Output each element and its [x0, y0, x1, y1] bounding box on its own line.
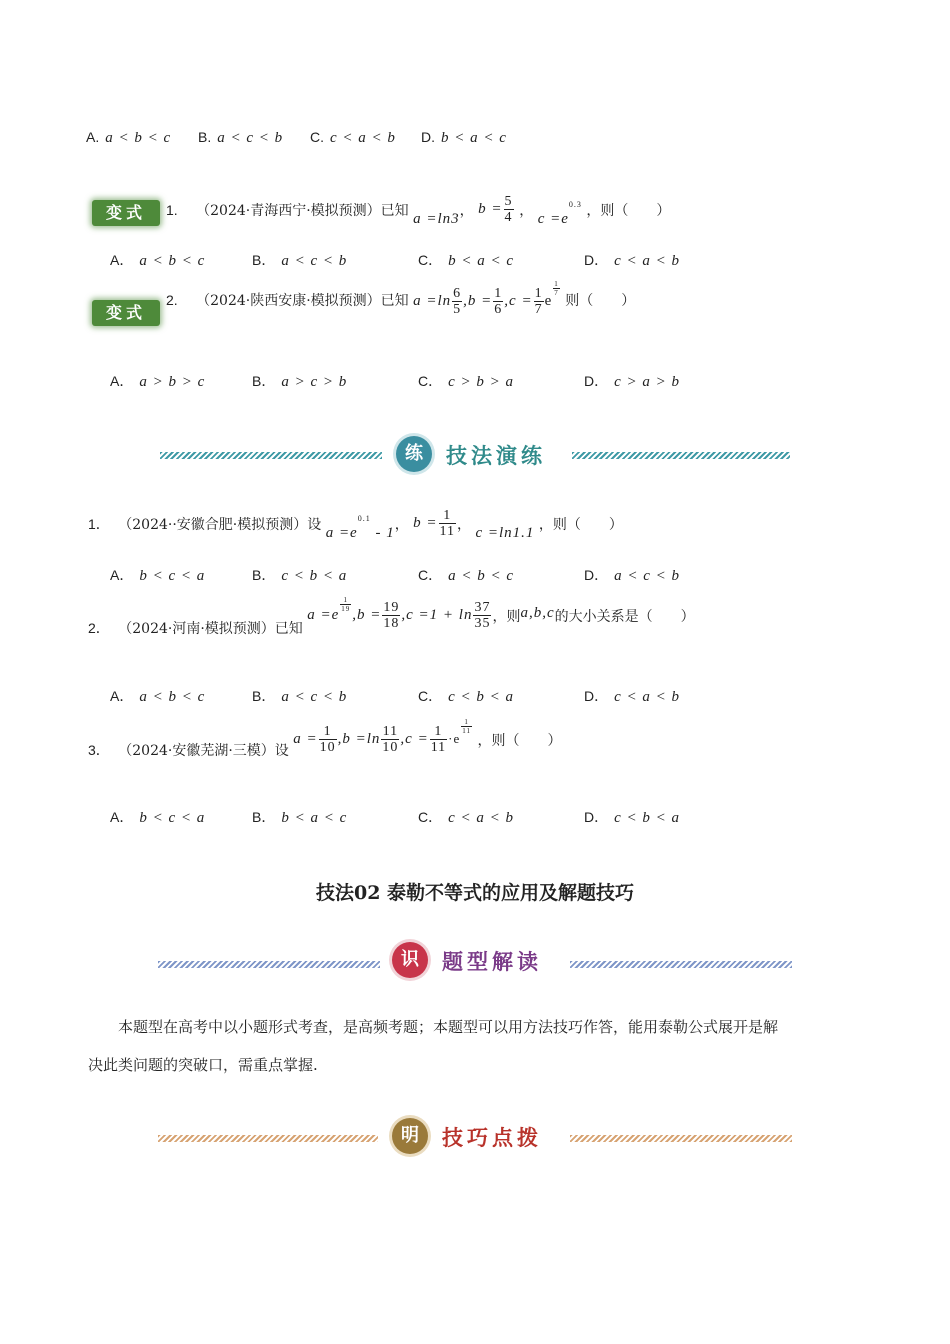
variant-1-question: [166, 196, 670, 227]
fraction: [534, 286, 544, 317]
option-label: D.: [421, 129, 435, 145]
option-expr: a < c < b: [281, 253, 348, 269]
banner-2-right-line: [570, 961, 792, 968]
exp-base: e: [544, 292, 553, 309]
option-label: C．: [418, 688, 443, 704]
option-label: B．: [252, 809, 276, 825]
option-expr: a < b < c: [139, 689, 206, 705]
exponent-fraction: [340, 596, 351, 613]
exp-base: ·e: [448, 730, 461, 746]
banner-1-icon: 练: [396, 436, 432, 472]
question-tail: 的大小关系是（ ）: [554, 608, 695, 625]
exponent-fraction: [461, 718, 472, 735]
question-source: （2024··安徽合肥·模拟预测）设: [118, 516, 322, 533]
denominator: 10: [319, 740, 336, 755]
exponent-fraction: [553, 280, 560, 297]
option-label: A．: [110, 809, 134, 825]
option-label: D．: [584, 688, 609, 704]
option-expr: c < a < b: [448, 810, 515, 826]
expr-b: [463, 286, 504, 317]
paragraph-line-1: 本题型在高考中以小题形式考查，是高频考题；本题型可以用方法技巧作答，能用泰勒公式展开是解: [118, 1018, 779, 1036]
denominator: 35: [474, 616, 491, 631]
denominator: 11: [462, 727, 472, 735]
expr-a-pre: a =e: [325, 524, 358, 541]
numerator: 1: [430, 724, 447, 740]
expr-b-pre: b =: [478, 200, 503, 217]
option-label: B．: [252, 567, 276, 583]
option-b: [252, 686, 347, 706]
numerator: 6: [453, 286, 462, 301]
top-option-c: [310, 129, 396, 147]
expr-b: [337, 724, 401, 755]
denominator: 10: [382, 740, 399, 755]
option-expr: a < b < c: [105, 130, 172, 146]
option-expr: b < c < a: [139, 568, 206, 584]
denominator: 7: [554, 289, 559, 297]
option-expr: a < b < c: [139, 253, 206, 269]
question-tail: ，则（ ）: [538, 516, 623, 533]
question-2: [88, 596, 695, 637]
option-label: C．: [418, 373, 443, 389]
question-mid: ，则: [492, 608, 521, 625]
expr-b: [478, 194, 519, 225]
fraction: [439, 508, 456, 539]
paragraph-line-2: 决此类问题的突破口，需重点掌握.: [88, 1056, 318, 1074]
option-a: [110, 565, 205, 585]
question-number: 2．: [88, 619, 110, 636]
option-d: [584, 371, 680, 391]
option-c: [418, 250, 514, 270]
option-expr: c > b > a: [448, 374, 515, 390]
option-expr: b < a < c: [281, 810, 348, 826]
expr-a-pre: a =e: [307, 606, 340, 623]
expr-a-pre: a =ln: [413, 292, 452, 309]
option-expr: b < a < c: [448, 253, 515, 269]
expr-c: [401, 600, 492, 631]
expr-b: [413, 508, 457, 539]
option-d: [584, 686, 680, 706]
variant-badge-1: 变式: [92, 200, 160, 226]
question-number: 3．: [88, 741, 110, 758]
expr-a: [293, 724, 337, 755]
denominator: 7: [534, 302, 543, 317]
banner-3-icon: 明: [392, 1118, 428, 1154]
option-c: [418, 686, 514, 706]
expr-a-tail: - 1: [370, 524, 395, 541]
expr-a: a =ln3: [413, 210, 460, 227]
numerator: 11: [382, 724, 399, 739]
option-label: B.: [198, 129, 212, 145]
expr-c-pre: ,c =1 + ln: [401, 606, 473, 623]
question-number: 1．: [88, 515, 110, 532]
expr-b-pre: ,b =: [463, 292, 493, 309]
option-label: C．: [418, 809, 443, 825]
separator: ，: [394, 516, 409, 533]
exponent: 0.3: [568, 200, 582, 209]
option-label: D．: [584, 373, 609, 389]
top-option-a: [86, 129, 171, 147]
option-label: B．: [252, 373, 276, 389]
option-expr: a < b < c: [448, 568, 515, 584]
numerator: 1: [534, 286, 543, 301]
expr-c-pre: ,c =: [400, 730, 429, 747]
expr-c: c =ln1.1: [475, 524, 535, 541]
numerator: 37: [474, 600, 491, 615]
expr-a: [307, 596, 352, 623]
expr-b: [352, 600, 401, 631]
denominator: 6: [494, 302, 503, 317]
option-b: [252, 371, 347, 391]
option-label: D．: [584, 809, 609, 825]
numerator: 1: [439, 508, 456, 524]
denominator: 4: [504, 210, 513, 225]
denominator: 19: [341, 605, 351, 613]
option-label: A．: [110, 688, 134, 704]
option-d: [584, 807, 680, 827]
option-b: [252, 807, 347, 827]
question-source: （2024·青海西宁·模拟预测）已知: [196, 202, 409, 219]
expr-b-pre: ,b =ln: [337, 730, 381, 747]
option-expr: c < a < b: [330, 130, 396, 146]
option-c: [418, 371, 514, 391]
option-expr: c < b < a: [281, 568, 348, 584]
banner-1-title: 技法演练: [446, 443, 546, 468]
exponent: 0.1: [357, 514, 371, 523]
option-c: [418, 807, 514, 827]
option-c: [418, 565, 514, 585]
question-number: 1.: [166, 201, 178, 218]
fraction: [319, 724, 337, 755]
numerator: 1: [554, 280, 559, 288]
denominator: 18: [383, 616, 400, 631]
option-label: D．: [584, 252, 609, 268]
option-label: C.: [310, 129, 324, 145]
question-source: （2024·河南·模拟预测）已知: [118, 620, 303, 637]
option-label: A．: [110, 567, 134, 583]
question-3: [88, 718, 562, 759]
section-heading: 技法02 泰勒不等式的应用及解题技巧: [315, 882, 635, 904]
numerator: 1: [340, 596, 351, 605]
banner-2-icon: 识: [392, 942, 428, 978]
question-source: （2024·安徽芜湖·三模）设: [118, 742, 289, 759]
option-expr: a > c > b: [281, 374, 348, 390]
option-label: D．: [584, 567, 609, 583]
banner-1-left-line: [160, 452, 382, 459]
question-1: [88, 510, 623, 541]
expr-c: [400, 718, 473, 755]
expr-a: [413, 286, 463, 317]
question-tail: 则（ ）: [565, 292, 636, 309]
option-expr: b < a < c: [441, 130, 507, 146]
fraction: [382, 600, 400, 631]
denominator: 11: [430, 740, 447, 755]
option-a: [110, 250, 205, 270]
vars: a,b,c: [520, 604, 555, 621]
option-label: B．: [252, 688, 276, 704]
option-label: A．: [110, 373, 134, 389]
option-label: C．: [418, 567, 443, 583]
banner-1-right-line: [572, 452, 790, 459]
expr-c-pre: c =e: [537, 210, 569, 227]
numerator: 1: [319, 724, 337, 740]
banner-2-title: 题型解读: [442, 949, 542, 974]
variant-badge-2: 变式: [92, 300, 160, 326]
option-label: B．: [252, 252, 276, 268]
question-tail: ，则（ ）: [477, 732, 562, 749]
question-tail: ，则（ ）: [586, 202, 671, 219]
question-number: 2.: [166, 291, 178, 308]
separator: ，: [459, 202, 474, 219]
numerator: 1: [461, 718, 472, 727]
option-b: [252, 250, 347, 270]
fraction: [381, 724, 399, 755]
option-expr: c < b < a: [448, 689, 515, 705]
expr-a-pre: a =: [293, 730, 318, 747]
expr-c: [504, 280, 560, 317]
option-expr: c < a < b: [614, 253, 681, 269]
option-expr: a < c < b: [614, 568, 681, 584]
option-label: A.: [86, 129, 100, 145]
banner-3-right-line: [570, 1135, 792, 1142]
numerator: 1: [494, 286, 503, 301]
option-d: [584, 250, 680, 270]
numerator: 5: [504, 194, 513, 209]
option-expr: a > b > c: [139, 374, 206, 390]
question-source: （2024·陕西安康·模拟预测）已知: [196, 292, 409, 309]
banner-2-left-line: [158, 961, 380, 968]
option-label: C．: [418, 252, 443, 268]
variant-2-question: [166, 280, 636, 317]
expr-c-pre: ,c =: [504, 292, 533, 309]
option-expr: b < c < a: [139, 810, 206, 826]
option-a: [110, 371, 205, 391]
numerator: 19: [383, 600, 400, 615]
option-expr: c < a < b: [614, 689, 681, 705]
option-label: A．: [110, 252, 134, 268]
expr-a: [325, 514, 395, 541]
expr-b-pre: ,b =: [352, 606, 382, 623]
banner-3-title: 技巧点拨: [442, 1125, 542, 1150]
separator: ，: [519, 202, 534, 219]
option-a: [110, 807, 205, 827]
denominator: 11: [439, 524, 456, 539]
fraction: [504, 194, 514, 225]
expr-c: [537, 200, 582, 227]
separator: ，: [457, 516, 472, 533]
option-expr: a < c < b: [217, 130, 284, 146]
expr-b-pre: b =: [413, 514, 438, 531]
banner-3-left-line: [158, 1135, 378, 1142]
top-option-d: [421, 129, 507, 147]
fraction: [430, 724, 447, 755]
fraction: [452, 286, 462, 317]
option-expr: a < c < b: [281, 689, 348, 705]
option-expr: c > a > b: [614, 374, 681, 390]
option-expr: c < b < a: [614, 810, 681, 826]
fraction: [473, 600, 491, 631]
denominator: 5: [453, 302, 462, 317]
option-b: [252, 565, 347, 585]
option-a: [110, 686, 205, 706]
fraction: [493, 286, 503, 317]
option-d: [584, 565, 680, 585]
top-option-b: [198, 129, 283, 147]
